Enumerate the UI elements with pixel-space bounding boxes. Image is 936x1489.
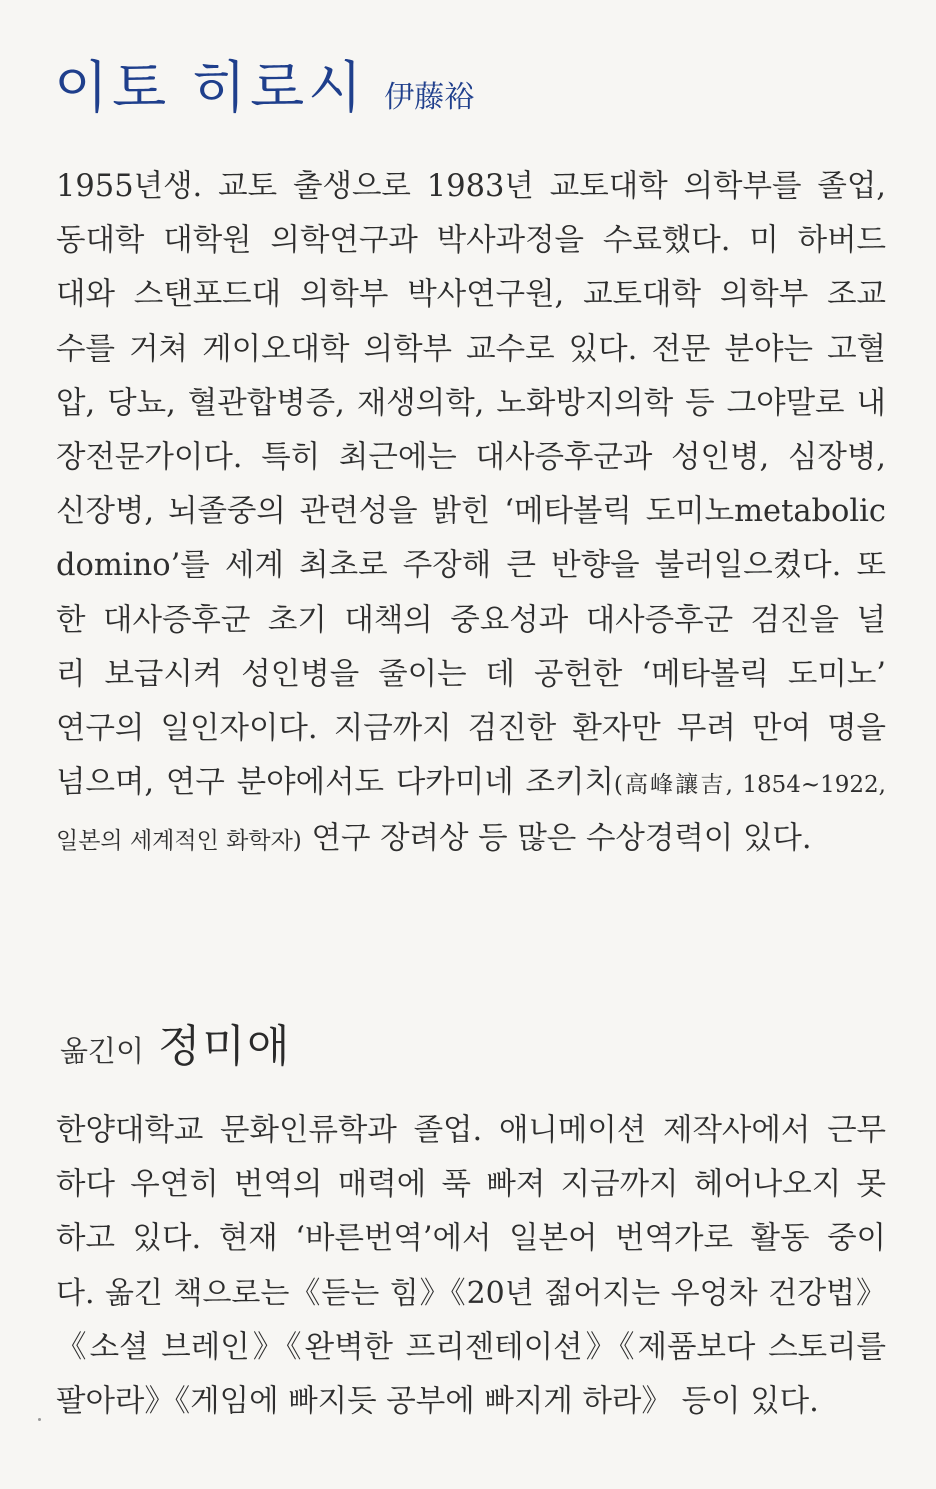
translator-bio-line: 《소셜 브레인》《완벽한 프리젠테이션》《제품보다 스토리를 <box>56 1329 886 1365</box>
author-bio-line <box>56 756 886 812</box>
author-name: 이토 히로시 <box>54 56 367 121</box>
margin-dot <box>38 1418 41 1421</box>
author-bio-line: 압, 당뇨, 혈관합병증, 재생의학, 노화방지의학 등 그야말로 내 <box>56 385 886 421</box>
translator-bio <box>56 1104 886 1429</box>
author-bio-line: 연구의 일인자이다. 지금까지 검진한 환자만 무려 만여 명을 <box>56 711 886 747</box>
author-bio-line: 수를 거쳐 게이오대학 의학부 교수로 있다. 전문 분야는 고혈 <box>56 331 886 367</box>
translator-header <box>60 1010 292 1074</box>
translator-bio-line: 하다 우연히 번역의 매력에 푹 빠져 지금까지 헤어나오지 못 <box>56 1167 886 1203</box>
author-header <box>54 44 474 124</box>
author-bio <box>56 160 886 869</box>
author-bio-line: domino’를 세계 최초로 주장해 큰 반향을 불러일으켰다. 또 <box>56 548 886 584</box>
translator-bio-line: 하고 있다. 현재 ‘바른번역’에서 일본어 번역가로 활동 중이 <box>56 1221 886 1257</box>
author-bio-line: 한 대사증후군 초기 대책의 중요성과 대사증후군 검진을 널 <box>56 602 886 638</box>
author-bio-line: 1955년생. 교토 출생으로 1983년 교토대학 의학부를 졸업, <box>56 169 886 204</box>
author-bio-line: 장전문가이다. 특히 최근에는 대사증후군과 성인병, 심장병, <box>56 440 886 476</box>
author-hanja-name: 伊藤裕 <box>384 80 475 115</box>
translator-role: 옮긴이 <box>60 1034 145 1068</box>
author-bio-footnote: 일본의 세계적인 화학자) <box>56 828 302 855</box>
author-bio-line: 리 보급시켜 성인병을 줄이는 데 공헌한 ‘메타볼릭 도미노’ <box>56 656 886 692</box>
author-bio-line <box>56 812 886 868</box>
author-bio-text: 연구 장려상 등 많은 수상경력이 있다. <box>301 821 812 857</box>
translator-bio-line: 한양대학교 문화인류학과 졸업. 애니메이션 제작사에서 근무 <box>56 1113 886 1148</box>
translator-bio-line: 다. 옮긴 책으로는《듣는 힘》《20년 젊어지는 우엉차 건강법》 <box>56 1275 886 1311</box>
author-bio-text: 넘으며, 연구 분야에서도 다카미네 조키치 <box>56 765 614 801</box>
translator-name: 정미애 <box>158 1021 292 1072</box>
author-bio-line: 동대학 대학원 의학연구과 박사과정을 수료했다. 미 하버드 <box>56 223 886 259</box>
translator-bio-line: 팔아라》《게임에 빠지듯 공부에 빠지게 하라》 등이 있다. <box>56 1384 819 1420</box>
author-bio-line: 대와 스탠포드대 의학부 박사연구원, 교토대학 의학부 조교 <box>56 277 886 313</box>
author-bio-line: 신장병, 뇌졸중의 관련성을 밝힌 ‘메타볼릭 도미노metabolic <box>56 494 886 530</box>
author-bio-footnote: (高峰讓吉, 1854~1922, <box>613 772 886 799</box>
